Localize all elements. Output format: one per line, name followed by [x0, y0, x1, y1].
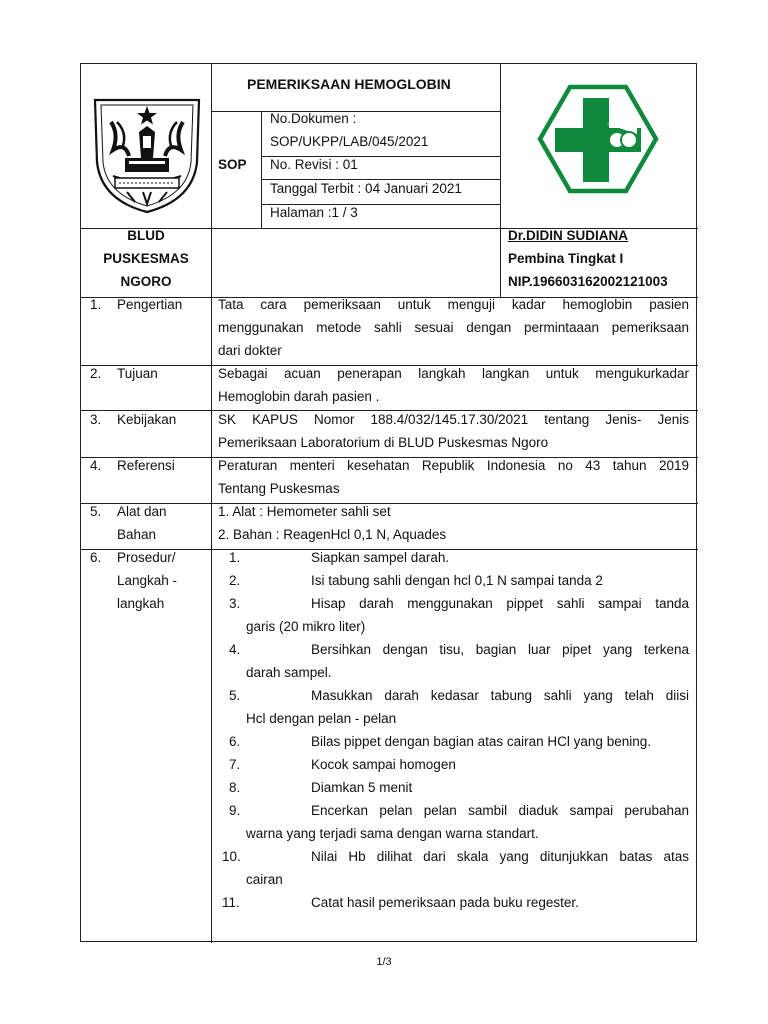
step-text: Diamkan 5 menit	[311, 780, 413, 795]
signatory-name: Dr.DIDIN SUDIANA	[508, 228, 629, 243]
section-label: Referensi	[117, 458, 175, 473]
section-text-line: Pemeriksaan Laboratorium di BLUD Puskesmas Ngoro	[218, 435, 549, 450]
section-text-line: Hemoglobin darah pasien .	[218, 389, 380, 404]
section-label: Bahan	[117, 527, 157, 542]
step-text: Catat hasil pemeriksaan pada buku regester.	[311, 895, 579, 910]
section-text-line: SK KAPUS Nomor 188.4/032/145.17.30/2021 tentang Jenis- Jenis	[218, 412, 689, 427]
institution-line-1: BLUD	[127, 228, 165, 243]
step-text: Kocok sampai homogen	[311, 757, 456, 772]
step-number: 1.	[229, 550, 241, 565]
step-text: Masukkan darah kedasar tabung sahli yang telah diisi	[311, 688, 689, 703]
step-text: Hisap darah menggunakan pippet sahli sampai tanda	[311, 596, 689, 611]
section-label: Langkah -	[117, 573, 178, 588]
step-text: Encerkan pelan pelan sambil diaduk sampai perubahan	[311, 803, 689, 818]
puskesmas-logo	[537, 84, 659, 194]
section-text-line: dari dokter	[218, 343, 282, 358]
step-number: 7.	[229, 757, 241, 772]
step-number: 4.	[229, 642, 241, 657]
signatory-nip: NIP.196603162002121003	[508, 274, 668, 289]
section-text-line: menggunakan metode sahli sesuai dengan permintaaan pemeriksaan	[218, 320, 689, 335]
section-label: Tujuan	[117, 366, 158, 381]
no-dokumen-label: No.Dokumen :	[270, 111, 357, 126]
step-text: Isi tabung sahli dengan hcl 0,1 N sampai tanda 2	[311, 573, 603, 588]
section-number: 5.	[90, 504, 102, 519]
sop-label: SOP	[218, 157, 247, 172]
regional-emblem-logo	[89, 92, 205, 216]
institution-line-2: PUSKESMAS	[103, 251, 189, 266]
section-number: 2.	[90, 366, 102, 381]
step-number: 9.	[229, 803, 241, 818]
page-number: 1/3	[376, 956, 392, 968]
step-text: Siapkan sampel darah.	[311, 550, 450, 565]
section-label: Kebijakan	[117, 412, 177, 427]
signatory-rank: Pembina Tingkat I	[508, 251, 624, 266]
no-dokumen-value: SOP/UKPP/LAB/045/2021	[270, 134, 429, 149]
step-number: 5.	[229, 688, 241, 703]
step-text: Hcl dengan pelan - pelan	[246, 711, 397, 726]
step-number: 6.	[229, 734, 241, 749]
step-text: Bilas pippet dengan bagian atas cairan HCl yang bening.	[311, 734, 651, 749]
section-label: langkah	[117, 596, 165, 611]
step-text: cairan	[246, 872, 283, 887]
step-number: 2.	[229, 573, 241, 588]
section-number: 3.	[90, 412, 102, 427]
step-number: 10.	[222, 849, 241, 864]
section-text-line: Tentang Puskesmas	[218, 481, 340, 496]
step-text: warna yang terjadi sama dengan warna standart.	[246, 826, 539, 841]
section-label: Prosedur/	[117, 550, 176, 565]
section-number: 6.	[90, 550, 102, 565]
no-revisi: No. Revisi : 01	[270, 157, 358, 172]
institution-line-3: NGORO	[120, 274, 172, 289]
step-number: 8.	[229, 780, 241, 795]
step-text: darah sampel.	[246, 665, 332, 680]
section-text-line: Peraturan menteri kesehatan Republik Indonesia no 43 tahun 2019	[218, 458, 689, 473]
step-number: 11.	[222, 895, 240, 910]
section-number: 1.	[90, 297, 102, 312]
section-text-line: 1. Alat : Hemometer sahli set	[218, 504, 391, 519]
step-text: garis (20 mikro liter)	[246, 619, 366, 634]
section-number: 4.	[90, 458, 102, 473]
section-label: Pengertian	[117, 297, 183, 312]
halaman: Halaman :1 / 3	[270, 205, 358, 220]
section-text-line: 2. Bahan : ReagenHcl 0,1 N, Aquades	[218, 527, 447, 542]
step-text: Nilai Hb dilihat dari skala yang ditunjukkan batas atas	[311, 849, 689, 864]
section-text-line: Tata cara pemeriksaan untuk menguji kadar hemoglobin pasien	[218, 297, 689, 312]
tanggal-terbit: Tanggal Terbit : 04 Januari 2021	[270, 181, 462, 196]
document-title: PEMERIKSAAN HEMOGLOBIN	[247, 76, 451, 92]
sop-document	[80, 63, 697, 942]
section-text-line: Sebagai acuan penerapan langkah langkan untuk mengukurkadar	[218, 366, 689, 381]
step-number: 3.	[229, 596, 241, 611]
section-label: Alat dan	[117, 504, 167, 519]
step-text: Bersihkan dengan tisu, bagian luar pipet yang terkena	[311, 642, 689, 657]
